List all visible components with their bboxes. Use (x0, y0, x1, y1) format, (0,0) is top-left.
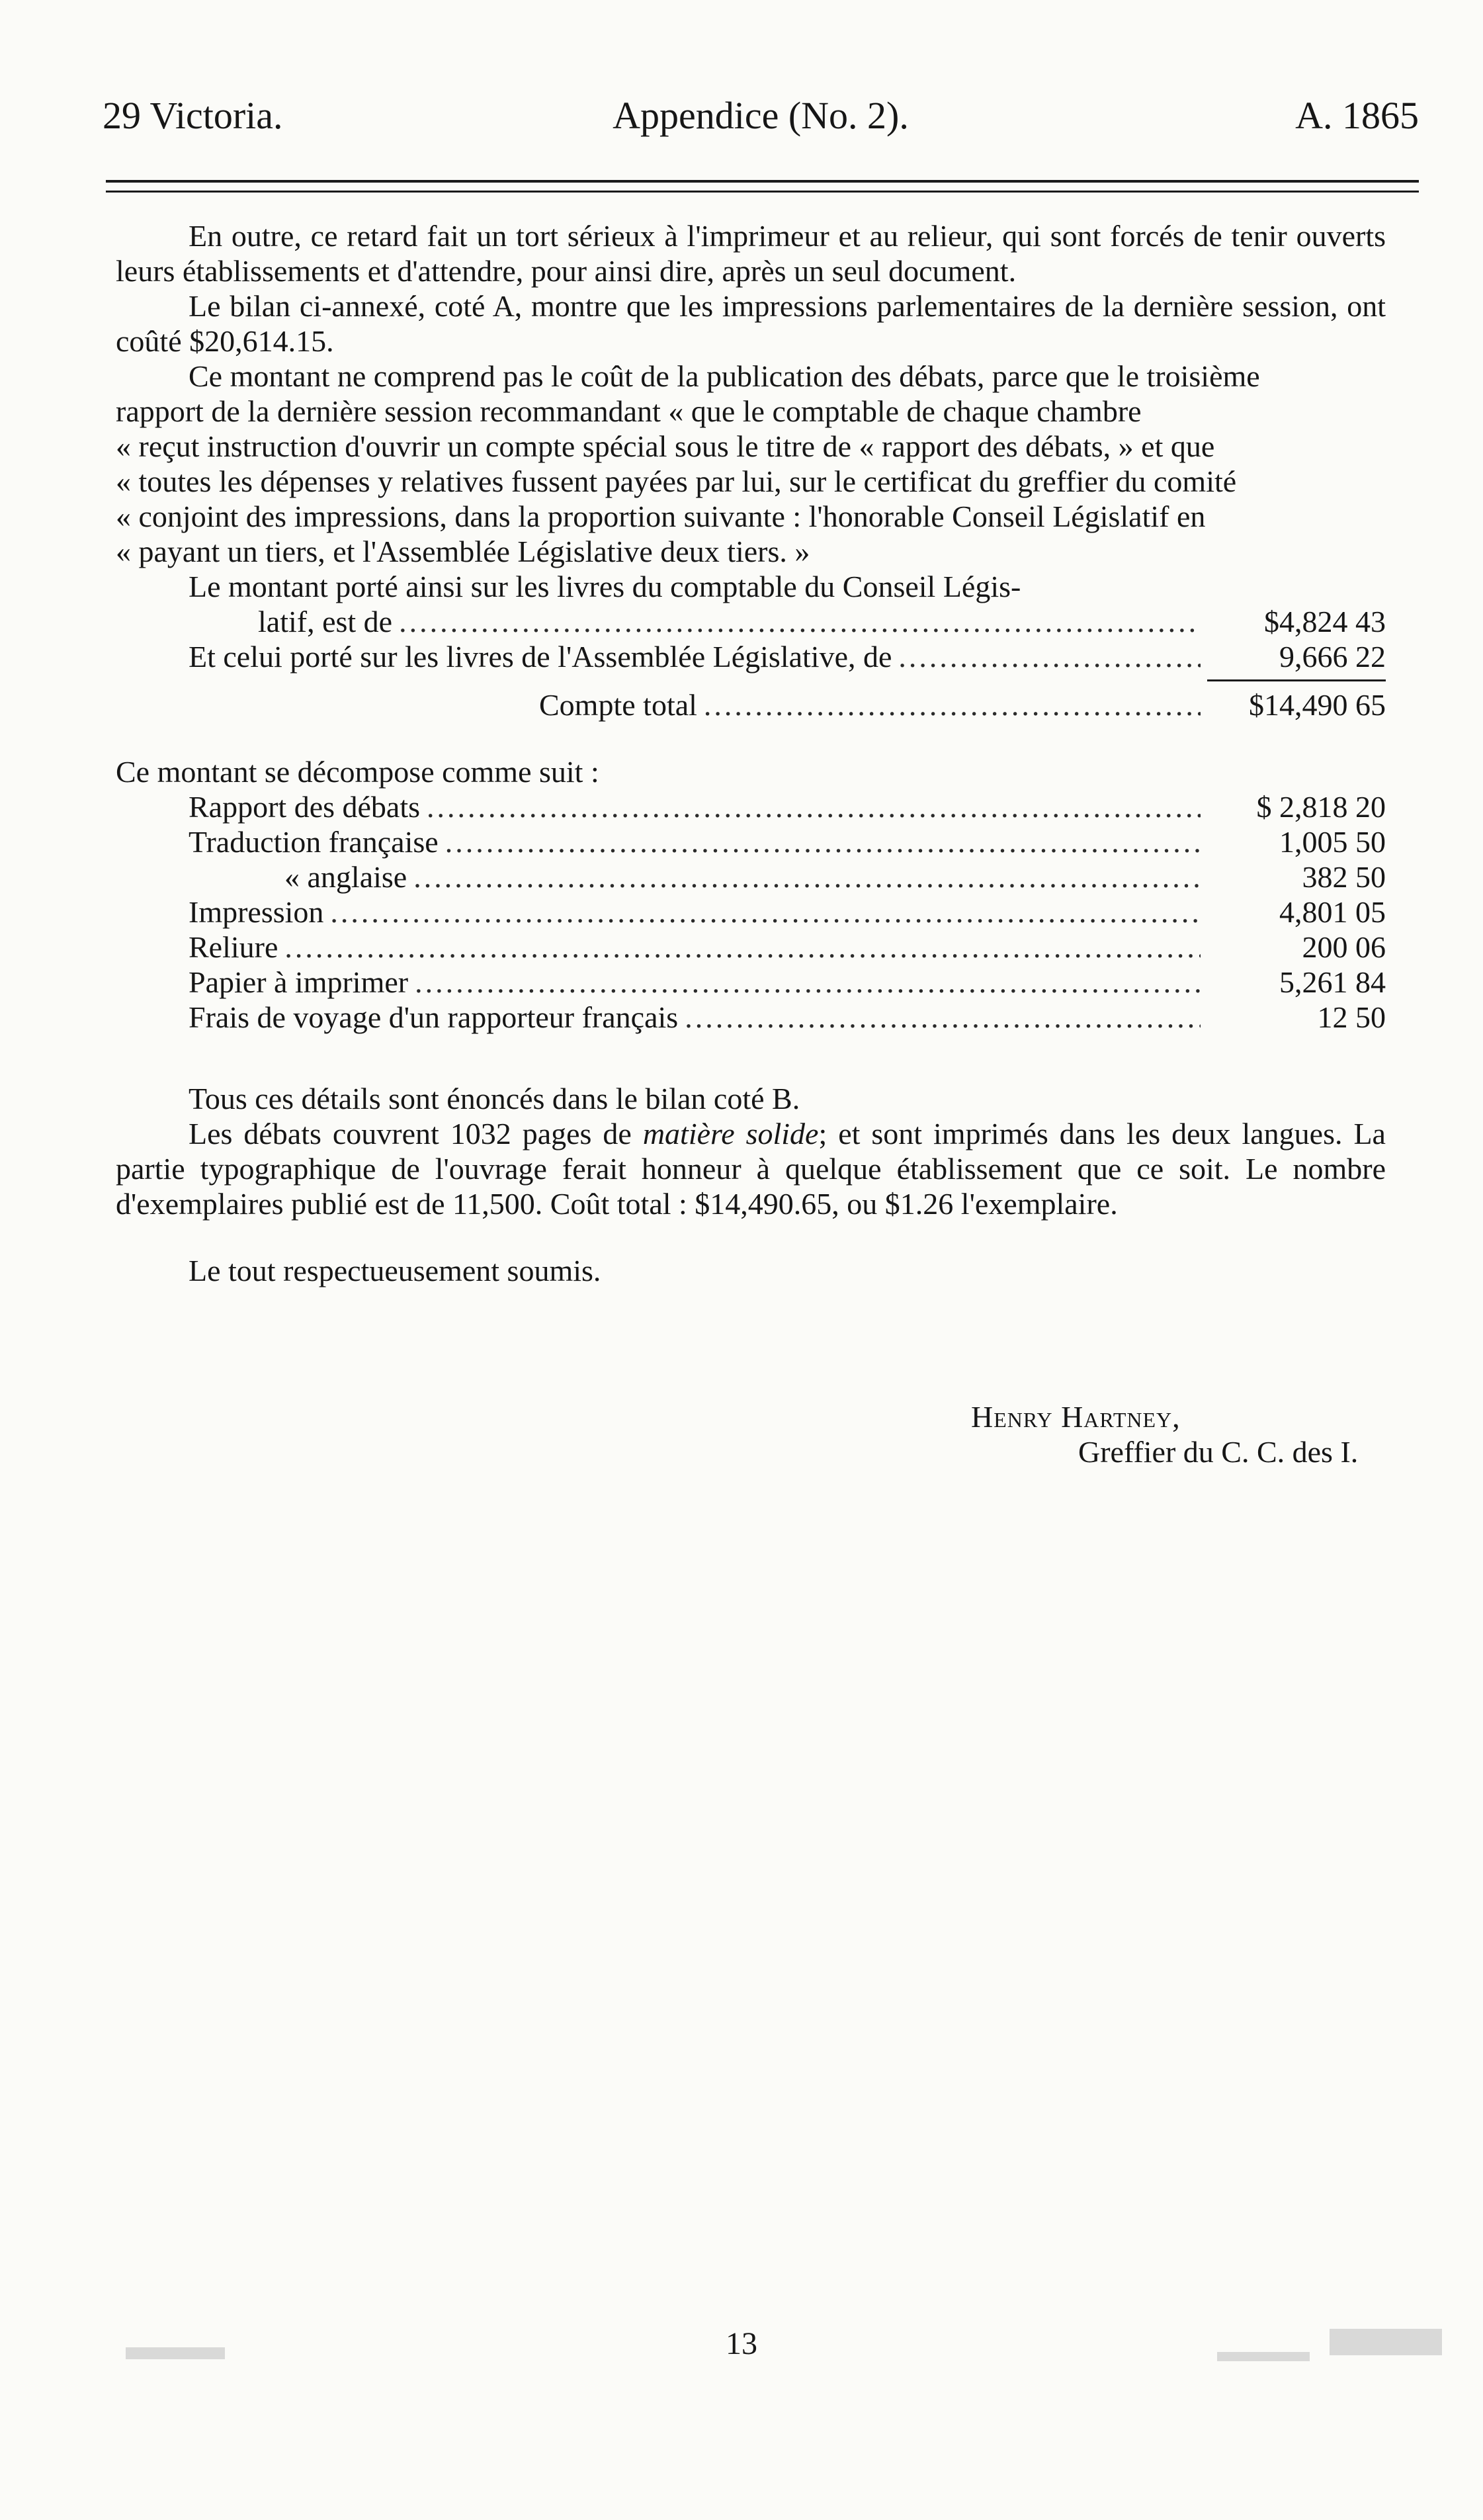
ledger-label: Et celui porté sur les livres de l'Assemblée Législative, de (189, 640, 892, 673)
ledger-amount: 9,666 22 (1279, 640, 1386, 673)
breakdown-amount: 200 06 (1302, 930, 1386, 964)
ledger-label: latif, est de (258, 605, 393, 638)
paragraph-4: Tous ces détails sont énoncés dans le bilan coté B. (189, 1082, 800, 1115)
ledger-total-row (116, 687, 1386, 722)
header-rule-bottom (106, 191, 1419, 193)
leader-dots (415, 965, 1201, 1000)
paragraph-3-line: rapport de la dernière session recommandant « que le comptable de chaque chambre (116, 394, 1142, 428)
ledger-row (116, 569, 1386, 604)
breakdown-row (116, 824, 1386, 859)
leader-dots (427, 789, 1201, 824)
breakdown-row (116, 789, 1386, 824)
signature-name: Henry Hartney, (971, 1400, 1181, 1434)
breakdown-label: Rapport des débats (189, 790, 421, 824)
ledger-row (116, 604, 1386, 639)
breakdown-amount: 12 50 (1317, 1000, 1386, 1034)
leader-dots (330, 894, 1201, 930)
document-body (116, 218, 1386, 1288)
paragraph-5-text: ; et sont imprimés dans les deux langues. La partie typographique de l'ouvrage ferait honneur à quelque établissement que ce soit. Le nombre d'exemplaires publié est de 11,500. Coût total : $14,490.65, ou $1.26 l'exemplaire. (116, 1117, 1386, 1221)
paragraph-5 (116, 1116, 1386, 1221)
leader-dots (413, 859, 1201, 894)
paragraph-3-line: « payant un tiers, et l'Assemblée Législative deux tiers. » (116, 535, 810, 568)
header-rule-top (106, 180, 1419, 183)
signature-title: Greffier du C. C. des I. (1078, 1435, 1359, 1469)
print-smudge (1217, 2352, 1310, 2361)
paragraph-5-text: Les débats couvrent 1032 pages de (189, 1117, 643, 1151)
paragraph-3 (116, 359, 1386, 569)
print-smudge (126, 2347, 225, 2359)
breakdown-amount: 5,261 84 (1279, 965, 1386, 999)
paragraph-3-line: Ce montant ne comprend pas le coût de la publication des débats, parce que le troisième (189, 359, 1260, 393)
paragraph-1: En outre, ce retard fait un tort sérieux à l'imprimeur et au relieur, qui sont forcés de tenir ouverts leurs établissements et d'attendre, pour ainsi dire, après un seul document. (116, 219, 1386, 288)
ledger-amount: $4,824 43 (1264, 605, 1386, 638)
running-header (103, 86, 1419, 146)
ledger-row (116, 639, 1386, 674)
leader-dots (399, 604, 1201, 639)
leader-dots (445, 824, 1201, 859)
breakdown-row (116, 859, 1386, 894)
ledger-label: Le montant porté ainsi sur les livres du comptable du Conseil Légis- (189, 570, 1021, 603)
breakdown-label: Reliure (189, 930, 278, 964)
total-amount: $14,490 65 (1249, 688, 1386, 722)
breakdown-row (116, 965, 1386, 1000)
print-smudge (1330, 2329, 1442, 2355)
closing-formula: Le tout respectueusement soumis. (189, 1254, 601, 1287)
leader-dots (898, 639, 1201, 674)
breakdown-row (116, 894, 1386, 930)
header-year: A. 1865 (1295, 94, 1419, 137)
breakdown-amount: 382 50 (1302, 860, 1386, 894)
breakdown-label: Papier à imprimer (189, 965, 409, 999)
leader-dots (685, 1000, 1201, 1035)
leader-dots (284, 930, 1201, 965)
paragraph-5-emphasis: matière solide (642, 1117, 819, 1151)
paragraph-2: Le bilan ci-annexé, coté A, montre que les impressions parlementaires de la dernière session, ont coûté $20,614.15. (116, 289, 1386, 358)
header-session: 29 Victoria. (103, 94, 283, 137)
accounts-ledger (116, 569, 1386, 722)
breakdown-label: Frais de voyage d'un rapporteur français (189, 1000, 679, 1034)
paragraph-3-line: « reçut instruction d'ouvrir un compte spécial sous le titre de « rapport des débats, » et que (116, 429, 1215, 463)
leader-dots (704, 687, 1201, 722)
breakdown-label: Impression (189, 895, 324, 929)
sum-rule (116, 674, 1386, 687)
breakdown-row (116, 930, 1386, 965)
paragraph-3-line: « toutes les dépenses y relatives fussent payées par lui, sur le certificat du greffier du comité (116, 464, 1237, 498)
total-label: Compte total (539, 688, 697, 722)
page-number: 13 (726, 2326, 757, 2361)
breakdown-table (116, 789, 1386, 1035)
breakdown-amount: $ 2,818 20 (1256, 790, 1386, 824)
breakdown-label: « anglaise (284, 860, 407, 894)
breakdown-amount: 4,801 05 (1279, 895, 1386, 929)
paragraph-3-line: « conjoint des impressions, dans la proportion suivante : l'honorable Conseil Législatif en (116, 500, 1206, 533)
breakdown-amount: 1,005 50 (1279, 825, 1386, 859)
breakdown-row (116, 1000, 1386, 1035)
breakdown-intro: Ce montant se décompose comme suit : (116, 755, 599, 789)
header-appendix: Appendice (No. 2). (613, 94, 909, 137)
breakdown-label: Traduction française (189, 825, 439, 859)
